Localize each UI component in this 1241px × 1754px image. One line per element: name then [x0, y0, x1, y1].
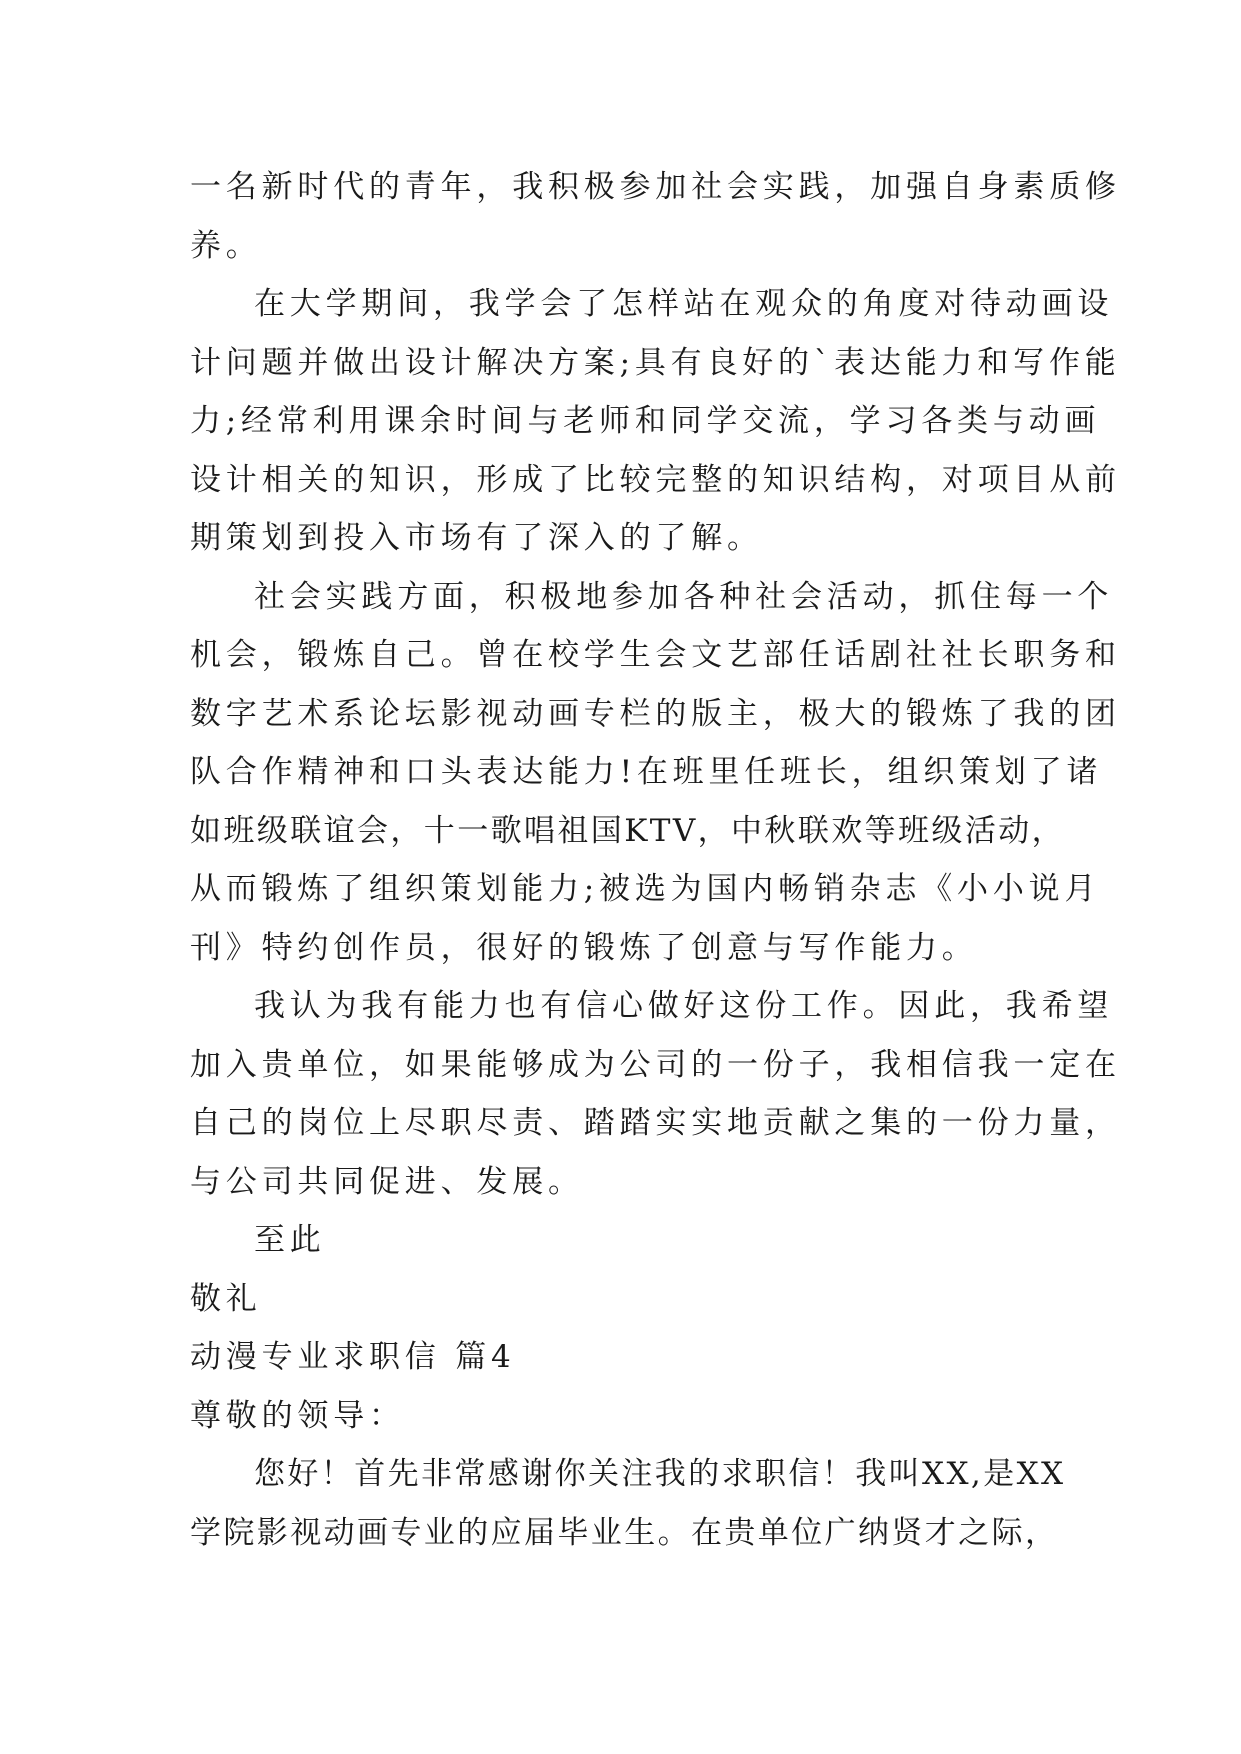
text-line: 计问题并做出设计解决方案;具有良好的`表达能力和写作能: [190, 344, 1121, 381]
text-line: 从而锻炼了组织策划能力;被选为国内畅销杂志《小小说月: [190, 871, 1101, 907]
text-line: 期策划到投入市场有了深入的了解。: [190, 520, 763, 556]
text-line: 学院影视动画专业的应届毕业生。在贵单位广纳贤才之际，: [190, 1514, 1059, 1551]
text-line: 自己的岗位上尽职尽责、踏踏实实地贡献之集的一份力量，: [190, 1105, 1121, 1141]
text-line: 设计相关的知识，形成了比较完整的知识结构，对项目从前: [190, 461, 1121, 498]
closing-line: 至此: [254, 1222, 326, 1258]
text-line: 力;经常利用课余时间与老师和同学交流，学习各类与动画: [190, 403, 1101, 439]
salutation-line: 敬礼: [190, 1280, 262, 1317]
paragraph-start-line: 您好！首先非常感谢你关注我的求职信！我叫XX,是XX: [254, 1456, 1066, 1492]
text-line: 队合作精神和口头表达能力!在班里任班长，组织策划了诸: [190, 754, 1103, 790]
paragraph-start-line: 在大学期间，我学会了怎样站在观众的角度对待动画设: [254, 286, 1114, 322]
text-line: 加入贵单位，如果能够成为公司的一份子，我相信我一定在: [190, 1046, 1121, 1083]
text-line: 数字艺术系论坛影视动画专栏的版主，极大的锻炼了我的团: [190, 695, 1121, 732]
text-line: 一名新时代的青年，我积极参加社会实践，加强自身素质修: [190, 169, 1121, 205]
text-line: 机会，锻炼自己。曾在校学生会文艺部任话剧社社长职务和: [190, 637, 1121, 673]
section-heading: 动漫专业求职信 篇4: [190, 1339, 516, 1375]
greeting-line: 尊敬的领导：: [190, 1397, 405, 1434]
text-line: 如班级联谊会，十一歌唱祖国KTV，中秋联欢等班级活动，: [190, 812, 1066, 849]
text-line: 与公司共同促进、发展。: [190, 1163, 584, 1200]
document-body: [190, 158, 1121, 1562]
paragraph-start-line: 我认为我有能力也有信心做好这份工作。因此，我希望: [254, 988, 1114, 1024]
text-line: 养。: [190, 227, 262, 264]
paragraph-start-line: 社会实践方面，积极地参加各种社会活动，抓住每一个: [254, 578, 1114, 615]
text-line: 刊》特约创作员，很好的锻炼了创意与写作能力。: [190, 929, 978, 966]
